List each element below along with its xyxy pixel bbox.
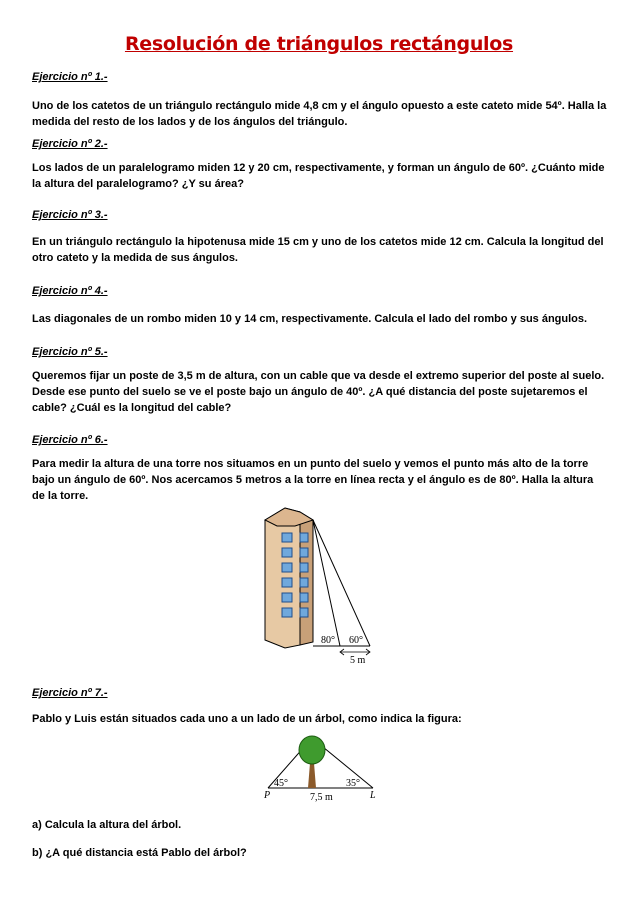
- exercise-7-text: Pablo y Luis están situados cada uno a un lado de un árbol, como indica la figura:: [32, 713, 462, 725]
- tower-angle-60: 60°: [349, 635, 363, 646]
- tower-figure: [255, 500, 390, 670]
- exercise-6-heading: Ejercicio nº 6.-: [32, 434, 108, 446]
- exercise-7-heading: Ejercicio nº 7.-: [32, 687, 108, 699]
- exercise-4-heading: Ejercicio nº 4.-: [32, 285, 108, 297]
- tower: [265, 508, 313, 648]
- tower-angle-80: 80°: [321, 635, 335, 646]
- exercise-4-text: Las diagonales de un rombo miden 10 y 14 cm, respectivamente. Calcula el lado del rombo y sus ángulos.: [32, 313, 588, 325]
- exercise-1-text: Uno de los catetos de un triángulo rectángulo mide 4,8 cm y el ángulo opuesto a este cateto mide 54º. Halla la medida del resto de los lados y de los ángulos del triángulo.: [32, 100, 607, 128]
- tree: [299, 736, 325, 788]
- page-title: Resolución de triángulos rectángulos: [124, 33, 514, 55]
- exercise-1-heading: Ejercicio nº 1.-: [32, 71, 108, 83]
- exercise-3-text: En un triángulo rectángulo la hipotenusa mide 15 cm y uno de los catetos mide 12 cm. Calcula la longitud del otro cateto y la medida de sus ángulos.: [32, 236, 604, 264]
- question-b: b) ¿A qué distancia está Pablo del árbol?: [32, 847, 247, 859]
- tree-figure: [258, 728, 388, 808]
- tree-angle-right: 35°: [346, 778, 360, 789]
- tree-distance-label: 7,5 m: [310, 792, 333, 803]
- exercise-5-heading: Ejercicio nº 5.-: [32, 346, 108, 358]
- question-a: a) Calcula la altura del árbol.: [32, 819, 182, 831]
- tree-point-l: L: [370, 790, 376, 801]
- tree-point-p: P: [264, 790, 271, 801]
- exercise-2-text: Los lados de un paralelogramo miden 12 y 20 cm, respectivamente, y forman un ángulo de 60º. ¿Cuánto mide la altura del paralelogramo? ¿Y su área?: [32, 162, 605, 190]
- exercise-3-heading: Ejercicio nº 3.-: [32, 209, 108, 221]
- tower-distance-label: 5 m: [350, 655, 366, 666]
- tree-angle-left: 45°: [274, 778, 288, 789]
- exercise-5-text: Queremos fijar un poste de 3,5 m de altura, con un cable que va desde el extremo superior del poste al suelo. Desde ese punto del suelo se ve el poste bajo un ángulo de 40º. ¿A qué distancia del poste sujetaremos el cable? ¿Cuál es la longitud del cable?: [32, 370, 605, 414]
- exercise-2-heading: Ejercicio nº 2.-: [32, 138, 108, 150]
- exercise-6-text: Para medir la altura de una torre nos situamos en un punto del suelo y vemos el punto más alto de la torre bajo un ángulo de 60º. Nos acercamos 5 metros a la torre en línea recta y el ángulo es de 80º. Halla la altura de la torre.: [32, 458, 594, 502]
